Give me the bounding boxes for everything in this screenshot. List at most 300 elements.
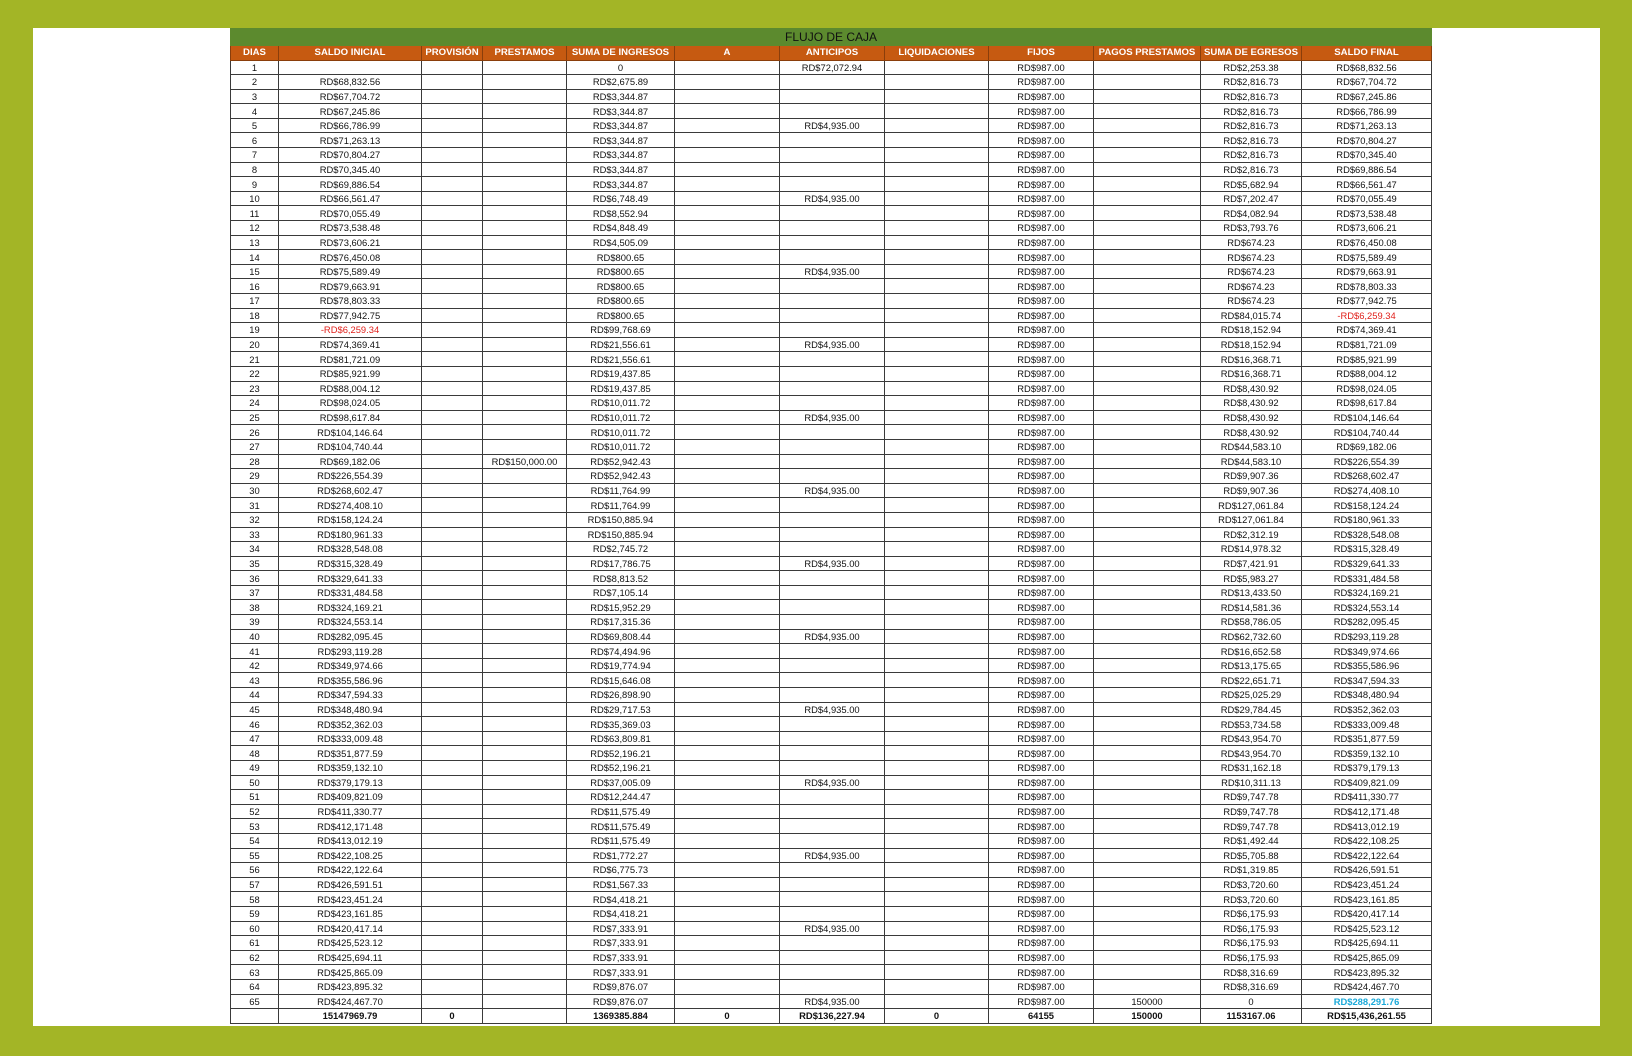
table-cell[interactable] xyxy=(675,89,780,104)
table-cell[interactable] xyxy=(483,950,567,965)
table-cell[interactable] xyxy=(780,454,885,469)
table-cell[interactable]: RD$66,561.47 xyxy=(1302,177,1432,192)
table-cell[interactable]: RD$329,641.33 xyxy=(279,571,422,586)
table-cell[interactable] xyxy=(483,629,567,644)
table-cell[interactable] xyxy=(1094,688,1201,703)
table-cell[interactable]: RD$4,935.00 xyxy=(780,775,885,790)
table-cell[interactable] xyxy=(1094,761,1201,776)
table-cell[interactable] xyxy=(885,833,989,848)
table-cell[interactable]: RD$987.00 xyxy=(989,556,1094,571)
table-cell[interactable] xyxy=(1094,571,1201,586)
table-cell[interactable] xyxy=(1094,585,1201,600)
table-cell[interactable] xyxy=(780,658,885,673)
table-cell[interactable]: RD$987.00 xyxy=(989,702,1094,717)
table-cell[interactable] xyxy=(422,75,483,90)
table-cell[interactable]: 12 xyxy=(231,221,279,236)
table-cell[interactable]: RD$987.00 xyxy=(989,965,1094,980)
table-cell[interactable]: RD$74,369.41 xyxy=(1302,323,1432,338)
table-cell[interactable] xyxy=(483,89,567,104)
table-cell[interactable]: RD$5,983.27 xyxy=(1201,571,1302,586)
table-cell[interactable] xyxy=(483,556,567,571)
table-cell[interactable] xyxy=(675,877,780,892)
table-cell[interactable] xyxy=(422,746,483,761)
table-cell[interactable]: RD$79,663.91 xyxy=(279,279,422,294)
table-cell[interactable] xyxy=(483,279,567,294)
table-cell[interactable] xyxy=(885,688,989,703)
table-cell[interactable] xyxy=(1094,658,1201,673)
table-cell[interactable]: RD$7,333.91 xyxy=(567,965,675,980)
table-cell[interactable] xyxy=(780,979,885,994)
table-cell[interactable] xyxy=(780,366,885,381)
table-cell[interactable] xyxy=(422,483,483,498)
table-cell[interactable]: RD$72,072.94 xyxy=(780,60,885,75)
total-cell[interactable]: RD$15,436,261.55 xyxy=(1302,1009,1432,1024)
table-cell[interactable] xyxy=(483,892,567,907)
table-cell[interactable]: RD$331,484.58 xyxy=(279,585,422,600)
table-cell[interactable]: RD$70,804.27 xyxy=(279,148,422,163)
table-cell[interactable] xyxy=(1094,556,1201,571)
table-cell[interactable]: RD$74,494.96 xyxy=(567,644,675,659)
table-cell[interactable]: RD$4,082.94 xyxy=(1201,206,1302,221)
table-cell[interactable]: RD$99,768.69 xyxy=(567,323,675,338)
table-cell[interactable]: RD$67,245.86 xyxy=(1302,89,1432,104)
table-cell[interactable]: RD$987.00 xyxy=(989,323,1094,338)
table-cell[interactable] xyxy=(483,133,567,148)
table-cell[interactable] xyxy=(483,469,567,484)
table-cell[interactable] xyxy=(885,89,989,104)
table-cell[interactable]: RD$987.00 xyxy=(989,600,1094,615)
table-cell[interactable]: RD$4,935.00 xyxy=(780,118,885,133)
table-cell[interactable] xyxy=(885,133,989,148)
table-cell[interactable] xyxy=(675,717,780,732)
table-cell[interactable]: RD$420,417.14 xyxy=(279,921,422,936)
table-cell[interactable]: 64 xyxy=(231,979,279,994)
table-cell[interactable] xyxy=(1094,702,1201,717)
table-cell[interactable]: 49 xyxy=(231,761,279,776)
table-cell[interactable] xyxy=(780,439,885,454)
table-cell[interactable] xyxy=(279,60,422,75)
table-cell[interactable]: RD$8,430.92 xyxy=(1201,396,1302,411)
table-cell[interactable]: RD$67,245.86 xyxy=(279,104,422,119)
table-cell[interactable]: 54 xyxy=(231,833,279,848)
table-cell[interactable]: RD$987.00 xyxy=(989,658,1094,673)
table-cell[interactable] xyxy=(885,60,989,75)
table-cell[interactable]: RD$324,169.21 xyxy=(279,600,422,615)
table-cell[interactable]: RD$987.00 xyxy=(989,352,1094,367)
table-cell[interactable] xyxy=(1094,527,1201,542)
table-cell[interactable] xyxy=(780,235,885,250)
total-cell[interactable]: 1369385.884 xyxy=(567,1009,675,1024)
column-header[interactable]: DIAS xyxy=(231,46,279,61)
table-cell[interactable]: RD$71,263.13 xyxy=(279,133,422,148)
table-cell[interactable] xyxy=(885,571,989,586)
table-cell[interactable] xyxy=(675,381,780,396)
table-cell[interactable] xyxy=(885,658,989,673)
table-cell[interactable]: RD$674.23 xyxy=(1201,250,1302,265)
table-cell[interactable]: RD$29,784.45 xyxy=(1201,702,1302,717)
table-cell[interactable] xyxy=(780,498,885,513)
table-cell[interactable] xyxy=(1094,323,1201,338)
table-cell[interactable]: 11 xyxy=(231,206,279,221)
table-cell[interactable] xyxy=(1094,877,1201,892)
table-cell[interactable]: RD$21,556.61 xyxy=(567,337,675,352)
table-cell[interactable] xyxy=(483,191,567,206)
table-cell[interactable]: RD$987.00 xyxy=(989,133,1094,148)
table-cell[interactable] xyxy=(483,148,567,163)
table-cell[interactable] xyxy=(1094,425,1201,440)
table-cell[interactable]: RD$4,848.49 xyxy=(567,221,675,236)
table-cell[interactable]: RD$76,450.08 xyxy=(279,250,422,265)
table-cell[interactable]: RD$2,816.73 xyxy=(1201,89,1302,104)
table-cell[interactable]: RD$77,942.75 xyxy=(1302,294,1432,309)
table-cell[interactable]: RD$150,885.94 xyxy=(567,527,675,542)
table-cell[interactable]: RD$81,721.09 xyxy=(279,352,422,367)
table-cell[interactable]: RD$67,704.72 xyxy=(279,89,422,104)
table-cell[interactable]: RD$987.00 xyxy=(989,235,1094,250)
table-cell[interactable] xyxy=(483,177,567,192)
table-cell[interactable]: 150000 xyxy=(1094,994,1201,1009)
table-cell[interactable]: RD$8,552.94 xyxy=(567,206,675,221)
table-cell[interactable]: RD$987.00 xyxy=(989,936,1094,951)
table-cell[interactable] xyxy=(675,571,780,586)
table-cell[interactable]: RD$9,747.78 xyxy=(1201,790,1302,805)
table-cell[interactable]: RD$73,606.21 xyxy=(1302,221,1432,236)
table-cell[interactable] xyxy=(483,746,567,761)
table-cell[interactable] xyxy=(675,965,780,980)
table-cell[interactable]: RD$73,606.21 xyxy=(279,235,422,250)
table-cell[interactable]: RD$987.00 xyxy=(989,979,1094,994)
table-cell[interactable] xyxy=(422,644,483,659)
table-cell[interactable]: RD$987.00 xyxy=(989,162,1094,177)
table-cell[interactable]: RD$8,430.92 xyxy=(1201,381,1302,396)
table-cell[interactable] xyxy=(675,425,780,440)
table-cell[interactable]: 30 xyxy=(231,483,279,498)
table-cell[interactable] xyxy=(422,673,483,688)
table-cell[interactable] xyxy=(1094,833,1201,848)
column-header[interactable]: SALDO INICIAL xyxy=(279,46,422,61)
table-cell[interactable]: RD$987.00 xyxy=(989,104,1094,119)
table-cell[interactable]: RD$11,575.49 xyxy=(567,819,675,834)
table-cell[interactable] xyxy=(422,804,483,819)
table-cell[interactable]: RD$423,895.32 xyxy=(1302,965,1432,980)
table-cell[interactable] xyxy=(422,454,483,469)
table-cell[interactable] xyxy=(422,118,483,133)
table-cell[interactable] xyxy=(422,410,483,425)
table-cell[interactable]: RD$73,538.48 xyxy=(1302,206,1432,221)
table-cell[interactable]: RD$4,935.00 xyxy=(780,848,885,863)
table-cell[interactable] xyxy=(780,512,885,527)
table-cell[interactable]: 41 xyxy=(231,644,279,659)
table-cell[interactable]: RD$315,328.49 xyxy=(1302,542,1432,557)
table-cell[interactable] xyxy=(675,308,780,323)
table-cell[interactable]: RD$409,821.09 xyxy=(1302,775,1432,790)
table-cell[interactable]: RD$422,122.64 xyxy=(279,863,422,878)
table-cell[interactable] xyxy=(885,337,989,352)
table-cell[interactable]: 35 xyxy=(231,556,279,571)
table-cell[interactable]: 40 xyxy=(231,629,279,644)
table-cell[interactable]: RD$424,467.70 xyxy=(279,994,422,1009)
table-cell[interactable] xyxy=(780,148,885,163)
table-cell[interactable]: RD$424,467.70 xyxy=(1302,979,1432,994)
table-cell[interactable] xyxy=(1094,162,1201,177)
table-cell[interactable] xyxy=(1094,512,1201,527)
table-cell[interactable] xyxy=(1094,337,1201,352)
table-cell[interactable]: RD$348,480.94 xyxy=(1302,688,1432,703)
table-cell[interactable]: RD$6,175.93 xyxy=(1201,906,1302,921)
table-cell[interactable] xyxy=(483,790,567,805)
table-cell[interactable] xyxy=(885,454,989,469)
table-cell[interactable]: RD$81,721.09 xyxy=(1302,337,1432,352)
table-cell[interactable]: RD$16,368.71 xyxy=(1201,352,1302,367)
table-cell[interactable] xyxy=(675,848,780,863)
table-cell[interactable]: 56 xyxy=(231,863,279,878)
table-cell[interactable] xyxy=(422,206,483,221)
table-cell[interactable]: RD$293,119.28 xyxy=(279,644,422,659)
table-cell[interactable]: RD$987.00 xyxy=(989,512,1094,527)
table-cell[interactable]: RD$987.00 xyxy=(989,250,1094,265)
table-cell[interactable] xyxy=(885,425,989,440)
table-cell[interactable] xyxy=(422,994,483,1009)
table-cell[interactable]: 47 xyxy=(231,731,279,746)
table-cell[interactable] xyxy=(780,804,885,819)
table-cell[interactable] xyxy=(675,833,780,848)
table-cell[interactable] xyxy=(483,352,567,367)
table-cell[interactable]: RD$413,012.19 xyxy=(1302,819,1432,834)
table-cell[interactable]: 65 xyxy=(231,994,279,1009)
table-cell[interactable]: 0 xyxy=(1201,994,1302,1009)
table-cell[interactable]: RD$425,694.11 xyxy=(1302,936,1432,951)
table-cell[interactable]: RD$8,316.69 xyxy=(1201,965,1302,980)
table-cell[interactable] xyxy=(483,600,567,615)
table-cell[interactable]: RD$7,333.91 xyxy=(567,921,675,936)
table-cell[interactable] xyxy=(885,790,989,805)
column-header[interactable]: PRESTAMOS xyxy=(483,46,567,61)
table-cell[interactable]: RD$76,450.08 xyxy=(1302,235,1432,250)
table-cell[interactable]: RD$987.00 xyxy=(989,206,1094,221)
table-cell[interactable]: RD$987.00 xyxy=(989,688,1094,703)
table-cell[interactable] xyxy=(1094,936,1201,951)
table-cell[interactable]: RD$67,704.72 xyxy=(1302,75,1432,90)
table-cell[interactable] xyxy=(483,833,567,848)
table-cell[interactable]: RD$800.65 xyxy=(567,250,675,265)
table-cell[interactable]: 20 xyxy=(231,337,279,352)
table-cell[interactable]: RD$987.00 xyxy=(989,410,1094,425)
table-cell[interactable] xyxy=(483,498,567,513)
table-cell[interactable] xyxy=(422,906,483,921)
table-cell[interactable] xyxy=(483,337,567,352)
table-cell[interactable] xyxy=(675,892,780,907)
total-cell[interactable]: 150000 xyxy=(1094,1009,1201,1024)
table-cell[interactable]: RD$52,942.43 xyxy=(567,454,675,469)
table-cell[interactable]: RD$52,196.21 xyxy=(567,761,675,776)
table-cell[interactable] xyxy=(422,775,483,790)
table-cell[interactable]: RD$5,705.88 xyxy=(1201,848,1302,863)
table-cell[interactable] xyxy=(780,527,885,542)
table-cell[interactable]: RD$78,803.33 xyxy=(279,294,422,309)
table-cell[interactable]: RD$180,961.33 xyxy=(279,527,422,542)
table-cell[interactable] xyxy=(483,936,567,951)
table-cell[interactable] xyxy=(885,585,989,600)
table-cell[interactable] xyxy=(780,571,885,586)
table-cell[interactable] xyxy=(885,308,989,323)
table-cell[interactable]: RD$352,362.03 xyxy=(279,717,422,732)
table-cell[interactable]: 33 xyxy=(231,527,279,542)
total-cell[interactable]: 1153167.06 xyxy=(1201,1009,1302,1024)
column-header[interactable]: A xyxy=(675,46,780,61)
table-cell[interactable] xyxy=(1094,644,1201,659)
table-cell[interactable]: RD$987.00 xyxy=(989,279,1094,294)
table-cell[interactable]: RD$104,146.64 xyxy=(279,425,422,440)
table-cell[interactable]: RD$29,717.53 xyxy=(567,702,675,717)
table-cell[interactable] xyxy=(780,731,885,746)
table-cell[interactable]: 25 xyxy=(231,410,279,425)
table-cell[interactable] xyxy=(780,294,885,309)
table-cell[interactable]: 4 xyxy=(231,104,279,119)
table-cell[interactable] xyxy=(675,644,780,659)
table-cell[interactable]: RD$13,433.50 xyxy=(1201,585,1302,600)
table-cell[interactable] xyxy=(422,337,483,352)
table-cell[interactable] xyxy=(675,162,780,177)
table-cell[interactable] xyxy=(1094,410,1201,425)
table-cell[interactable] xyxy=(885,323,989,338)
table-cell[interactable] xyxy=(780,615,885,630)
table-cell[interactable] xyxy=(1094,746,1201,761)
table-cell[interactable]: 61 xyxy=(231,936,279,951)
table-cell[interactable]: RD$425,694.11 xyxy=(279,950,422,965)
table-cell[interactable]: RD$53,734.58 xyxy=(1201,717,1302,732)
table-cell[interactable] xyxy=(422,221,483,236)
table-cell[interactable] xyxy=(483,542,567,557)
table-cell[interactable]: 14 xyxy=(231,250,279,265)
table-cell[interactable] xyxy=(885,366,989,381)
table-cell[interactable]: RD$3,344.87 xyxy=(567,177,675,192)
table-cell[interactable] xyxy=(675,410,780,425)
table-cell[interactable]: 18 xyxy=(231,308,279,323)
table-cell[interactable]: RD$987.00 xyxy=(989,425,1094,440)
table-cell[interactable]: RD$7,202.47 xyxy=(1201,191,1302,206)
table-cell[interactable]: RD$19,437.85 xyxy=(567,381,675,396)
table-cell[interactable] xyxy=(885,527,989,542)
table-cell[interactable]: RD$21,556.61 xyxy=(567,352,675,367)
table-cell[interactable]: RD$10,011.72 xyxy=(567,410,675,425)
table-cell[interactable] xyxy=(885,396,989,411)
table-cell[interactable]: 48 xyxy=(231,746,279,761)
table-cell[interactable]: RD$425,865.09 xyxy=(279,965,422,980)
table-cell[interactable]: RD$3,720.60 xyxy=(1201,877,1302,892)
table-cell[interactable] xyxy=(422,264,483,279)
table-cell[interactable]: RD$9,747.78 xyxy=(1201,819,1302,834)
table-cell[interactable] xyxy=(1094,790,1201,805)
column-header[interactable]: PAGOS PRESTAMOS xyxy=(1094,46,1201,61)
table-cell[interactable]: RD$98,024.05 xyxy=(1302,381,1432,396)
table-cell[interactable] xyxy=(422,542,483,557)
table-cell[interactable] xyxy=(422,162,483,177)
table-cell[interactable]: RD$127,061.84 xyxy=(1201,512,1302,527)
table-cell[interactable]: RD$987.00 xyxy=(989,746,1094,761)
table-cell[interactable] xyxy=(780,425,885,440)
table-cell[interactable]: RD$69,182.06 xyxy=(279,454,422,469)
table-cell[interactable] xyxy=(885,804,989,819)
table-cell[interactable] xyxy=(483,483,567,498)
table-cell[interactable]: RD$425,865.09 xyxy=(1302,950,1432,965)
table-cell[interactable]: RD$7,333.91 xyxy=(567,950,675,965)
table-cell[interactable] xyxy=(1094,191,1201,206)
table-cell[interactable]: RD$75,589.49 xyxy=(279,264,422,279)
table-cell[interactable] xyxy=(675,775,780,790)
table-cell[interactable] xyxy=(1094,965,1201,980)
table-cell[interactable] xyxy=(675,177,780,192)
total-cell[interactable] xyxy=(231,1009,279,1024)
column-header[interactable]: FIJOS xyxy=(989,46,1094,61)
table-cell[interactable]: 42 xyxy=(231,658,279,673)
table-cell[interactable]: RD$62,732.60 xyxy=(1201,629,1302,644)
table-cell[interactable]: RD$84,015.74 xyxy=(1201,308,1302,323)
table-cell[interactable] xyxy=(675,439,780,454)
table-cell[interactable] xyxy=(483,731,567,746)
table-cell[interactable] xyxy=(675,936,780,951)
table-cell[interactable]: RD$7,105.14 xyxy=(567,585,675,600)
table-cell[interactable] xyxy=(483,688,567,703)
table-cell[interactable]: RD$4,935.00 xyxy=(780,556,885,571)
table-cell[interactable] xyxy=(675,804,780,819)
table-cell[interactable] xyxy=(483,819,567,834)
table-cell[interactable] xyxy=(885,702,989,717)
table-cell[interactable]: 21 xyxy=(231,352,279,367)
table-cell[interactable]: 27 xyxy=(231,439,279,454)
table-cell[interactable]: RD$987.00 xyxy=(989,950,1094,965)
table-cell[interactable] xyxy=(1094,381,1201,396)
table-cell[interactable]: RD$411,330.77 xyxy=(1302,790,1432,805)
table-cell[interactable]: RD$75,589.49 xyxy=(1302,250,1432,265)
table-cell[interactable] xyxy=(885,250,989,265)
table-cell[interactable] xyxy=(483,965,567,980)
table-cell[interactable]: RD$11,575.49 xyxy=(567,804,675,819)
table-cell[interactable] xyxy=(675,615,780,630)
table-cell[interactable]: RD$66,786.99 xyxy=(279,118,422,133)
table-cell[interactable]: RD$14,978.32 xyxy=(1201,542,1302,557)
table-cell[interactable]: RD$674.23 xyxy=(1201,294,1302,309)
table-cell[interactable] xyxy=(780,250,885,265)
table-cell[interactable] xyxy=(483,863,567,878)
table-cell[interactable]: RD$425,523.12 xyxy=(279,936,422,951)
table-cell[interactable]: RD$800.65 xyxy=(567,264,675,279)
table-cell[interactable]: 50 xyxy=(231,775,279,790)
table-cell[interactable]: 22 xyxy=(231,366,279,381)
table-cell[interactable] xyxy=(675,250,780,265)
table-cell[interactable]: RD$17,315.36 xyxy=(567,615,675,630)
table-cell[interactable]: RD$3,344.87 xyxy=(567,148,675,163)
table-cell[interactable]: RD$226,554.39 xyxy=(279,469,422,484)
table-cell[interactable] xyxy=(483,381,567,396)
table-cell[interactable] xyxy=(422,250,483,265)
table-cell[interactable] xyxy=(483,921,567,936)
table-cell[interactable]: RD$987.00 xyxy=(989,731,1094,746)
table-cell[interactable]: RD$423,451.24 xyxy=(279,892,422,907)
table-cell[interactable] xyxy=(675,731,780,746)
table-cell[interactable]: RD$158,124.24 xyxy=(279,512,422,527)
table-cell[interactable] xyxy=(422,556,483,571)
table-cell[interactable] xyxy=(1094,469,1201,484)
table-cell[interactable]: 8 xyxy=(231,162,279,177)
table-cell[interactable] xyxy=(1094,366,1201,381)
total-cell[interactable]: 0 xyxy=(675,1009,780,1024)
table-cell[interactable] xyxy=(1094,498,1201,513)
table-cell[interactable]: RD$987.00 xyxy=(989,673,1094,688)
table-cell[interactable]: RD$333,009.48 xyxy=(1302,717,1432,732)
table-cell[interactable]: 36 xyxy=(231,571,279,586)
table-cell[interactable] xyxy=(422,950,483,965)
table-cell[interactable]: RD$22,651.71 xyxy=(1201,673,1302,688)
